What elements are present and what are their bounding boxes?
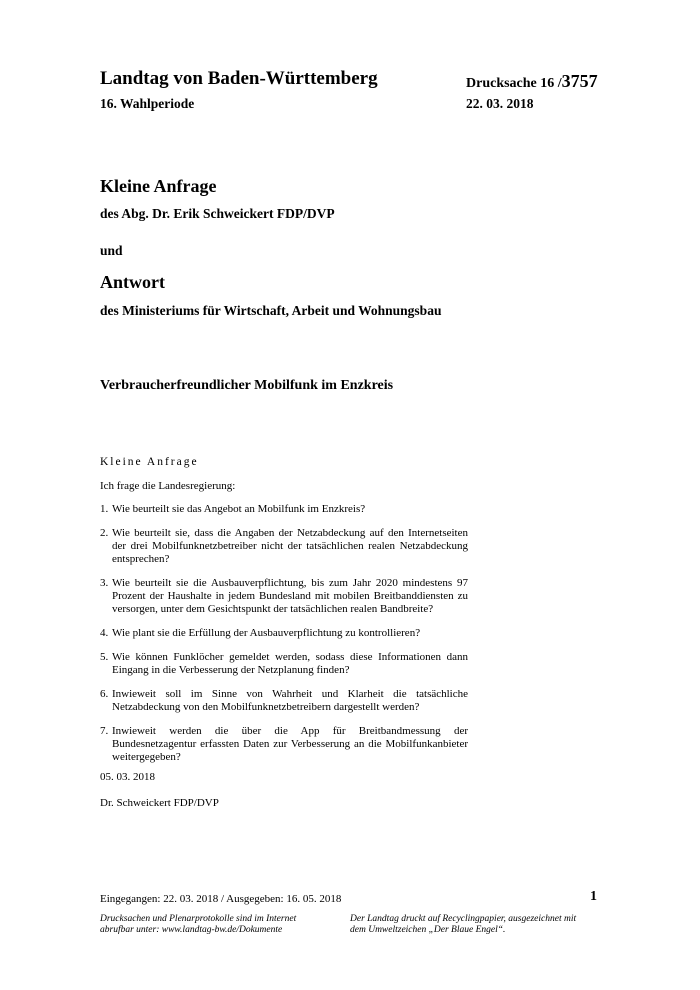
document-date: 22. 03. 2018 <box>466 96 534 111</box>
question-text: Wie beurteilt sie, dass die Angaben der Netzabdeckung auf den Internetseiten der drei Mobilfunknetzbetreiber nicht der tatsächlichen realen Netzabdeckung entsprechen? <box>112 527 468 565</box>
drucksache-number: 3757 <box>561 71 598 91</box>
author-line: des Abg. Dr. Erik Schweickert FDP/DVP <box>100 206 335 221</box>
topic-title: Verbraucherfreundlicher Mobilfunk im Enzkreis <box>100 378 394 393</box>
question-text: Wie können Funklöcher gemeldet werden, sodass diese Informationen dann Eingang in die Verbesserung der Netzplanung finden? <box>112 651 468 676</box>
question-item <box>100 503 468 516</box>
signature: Dr. Schweickert FDP/DVP <box>100 797 219 809</box>
question-text: Wie beurteilt sie das Angebot an Mobilfunk im Enzkreis? <box>112 503 366 515</box>
question-text: Wie plant sie die Erfüllung der Ausbauverpflichtung zu kontrollieren? <box>112 627 421 639</box>
heading-antwort: Antwort <box>100 272 165 292</box>
question-item <box>100 725 468 764</box>
received-issued-line: Eingegangen: 22. 03. 2018 / Ausgegeben: 16. 05. 2018 <box>100 893 342 905</box>
election-period: 16. Wahlperiode <box>100 96 195 111</box>
signed-date: 05. 03. 2018 <box>100 771 155 783</box>
question-text: Inwieweit soll im Sinne von Wahrheit und Klarheit die tatsächliche Netzabdeckung von den Mobilfunknetzbetreibern dargestellt werden? <box>112 688 468 713</box>
question-item <box>100 688 468 714</box>
drucksache-prefix: Drucksache 16 / <box>466 76 562 91</box>
parliament-name: Landtag von Baden-Württemberg <box>100 68 378 89</box>
question-number: 6. <box>100 688 109 700</box>
question-number: 5. <box>100 651 109 663</box>
question-number: 7. <box>100 725 109 737</box>
question-list <box>100 503 468 775</box>
question-number: 3. <box>100 577 109 589</box>
footer-note-internet: Drucksachen und Plenarprotokolle sind im Internet abrufbar unter: www.landtag-bw.de/Dokumente <box>100 914 297 935</box>
question-number: 1. <box>100 503 109 515</box>
question-item <box>100 527 468 566</box>
question-item <box>100 651 468 677</box>
question-item <box>100 577 468 616</box>
drucksache-label <box>466 71 598 92</box>
footer-note-recycling: Der Landtag druckt auf Recyclingpapier, ausgezeichnet mit dem Umweltzeichen „Der Blaue Engel“. <box>350 914 577 935</box>
page-number: 1 <box>590 889 597 904</box>
question-text: Wie beurteilt sie die Ausbauverpflichtung, bis zum Jahr 2020 mindestens 97 Prozent der Haushalte in jedem Bundesland mit mobilen Breitbanddiensten zu versorgen, unter dem Gesichtspunkt der tatsächlichen realen Bandbreite? <box>112 577 468 615</box>
question-number: 2. <box>100 527 109 539</box>
question-number: 4. <box>100 627 109 639</box>
intro-text: Ich frage die Landesregierung: <box>100 480 236 492</box>
section-label: Kleine Anfrage <box>100 456 199 468</box>
question-item <box>100 627 468 640</box>
heading-kleine-anfrage: Kleine Anfrage <box>100 176 217 196</box>
ministry-line: des Ministeriums für Wirtschaft, Arbeit und Wohnungsbau <box>100 303 442 318</box>
connector-und: und <box>100 243 123 258</box>
question-text: Inwieweit werden die über die App für Breitbandmessung der Bundesnetzagentur erfassten Daten zur Verbesserung an die Mobilfunkanbieter weitergegeben? <box>112 725 468 763</box>
